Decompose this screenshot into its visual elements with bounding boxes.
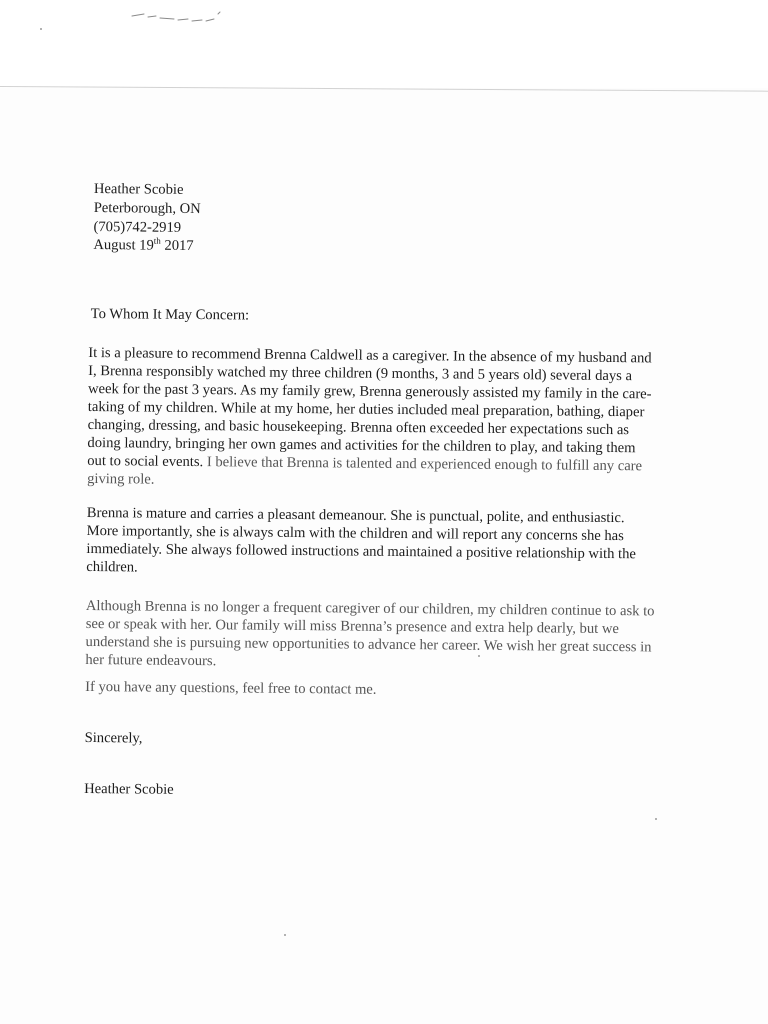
paragraph1-line: I, Brenna responsibly watched my three children (9 months, 3 and 5 years old) several days a bbox=[88, 362, 633, 385]
salutation: To Whom It May Concern: bbox=[90, 306, 250, 324]
date-day: August 19 bbox=[93, 237, 154, 254]
paragraph1-line: taking of my children. While at my home, her duties included meal preparation, bathing, diaper bbox=[87, 398, 645, 421]
paragraph1-line: changing, dressing, and basic housekeeping. Brenna often exceeded her expectations such as bbox=[87, 416, 630, 439]
paragraph1-line: giving role. bbox=[87, 470, 155, 488]
paragraph2-line: More importantly, she is always calm with the children and will report any concerns she has bbox=[86, 522, 624, 545]
valediction: Sincerely, bbox=[84, 729, 143, 747]
paragraph2-line: Brenna is mature and carries a pleasant demeanour. She is punctual, polite, and enthusiastic. bbox=[86, 504, 625, 527]
paragraph2-line: immediately. She always followed instructions and maintained a positive relationship with the bbox=[86, 540, 636, 563]
sender-name: Heather Scobie bbox=[93, 181, 184, 198]
paragraph2-line: children. bbox=[86, 558, 138, 576]
paragraph3-line: understand she is pursuing new opportunities to advance her career. We wish her great success in bbox=[85, 633, 652, 656]
paragraph1-line: doing laundry, bringing her own games and activities for the children to play, and taking them bbox=[87, 434, 636, 457]
letter-date bbox=[93, 236, 193, 255]
paragraph1-line7-end: I believe that Brenna is talented and experienced enough to fulfill any care bbox=[206, 454, 643, 475]
closing-question: If you have any questions, feel free to contact me. bbox=[85, 678, 377, 698]
sender-location: Peterborough, ON bbox=[93, 200, 201, 218]
paragraph3-line: Although Brenna is no longer a frequent caregiver of our children, my children continue to ask to bbox=[85, 597, 655, 620]
date-year: 2017 bbox=[160, 237, 194, 254]
paragraph3-line: see or speak with her. Our family will miss Brenna’s presence and extra help dearly, but we bbox=[85, 615, 619, 638]
paragraph1-line: week for the past 3 years. As my family grew, Brenna generously assisted my family in the care- bbox=[87, 380, 652, 403]
sender-phone: (705)742-2919 bbox=[93, 219, 182, 236]
paragraph3-line: her future endeavours. bbox=[85, 651, 217, 670]
date-ordinal-suffix: th bbox=[153, 235, 161, 246]
paragraph1-line: It is a pleasure to recommend Brenna Caldwell as a caregiver. In the absence of my husband and bbox=[88, 344, 652, 367]
paragraph1-line7-start: out to social events. bbox=[87, 452, 207, 471]
signature-name: Heather Scobie bbox=[84, 780, 174, 798]
